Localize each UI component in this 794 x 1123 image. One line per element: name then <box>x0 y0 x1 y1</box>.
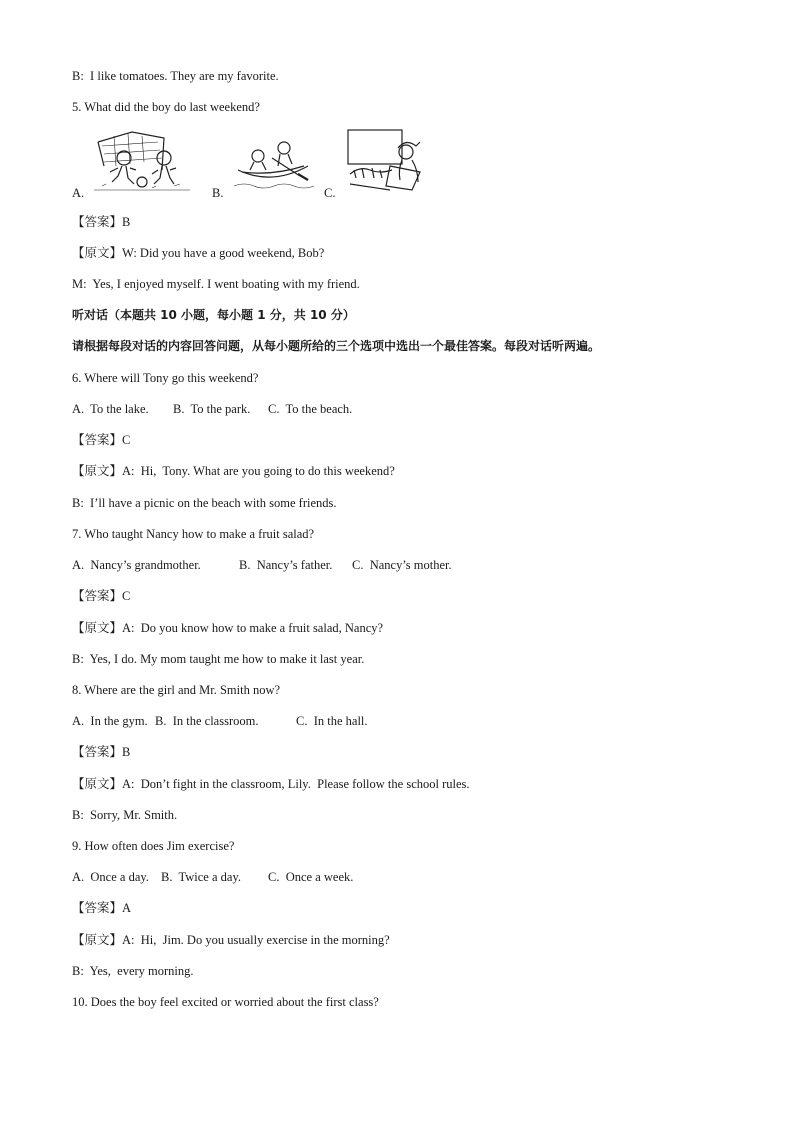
answer-6: 【答案】C <box>72 433 131 447</box>
question-9-options <box>72 869 472 885</box>
option-a: A. Nancy’s grandmother. <box>72 558 201 572</box>
transcript-7-line-1: 【原文】A: Do you know how to make a fruit salad, Nancy? <box>72 621 384 635</box>
picture-option-a-label: A. <box>72 186 85 200</box>
option-a: A. To the lake. <box>72 402 149 416</box>
transcript-5-line-1: 【原文】W: Did you have a good weekend, Bob? <box>72 246 325 260</box>
transcript-9-line-2: B: Yes, every morning. <box>72 964 194 978</box>
option-b: B. In the classroom. <box>155 714 259 728</box>
soccer-kids-picture <box>92 128 192 194</box>
picture-option-b-label: B. <box>212 186 224 200</box>
watching-tv-picture <box>344 126 430 196</box>
option-c: C. Once a week. <box>268 870 354 884</box>
transcript-6-line-1: 【原文】A: Hi, Tony. What are you going to do this weekend? <box>72 464 395 478</box>
boating-picture <box>232 136 316 192</box>
section-title: 听对话（本题共 10 小题，每小题 1 分，共 10 分） <box>72 308 355 322</box>
question-6: 6. Where will Tony go this weekend? <box>72 371 259 385</box>
option-a: A. In the gym. <box>72 714 148 728</box>
question-7: 7. Who taught Nancy how to make a fruit salad? <box>72 527 315 541</box>
option-c: C. In the hall. <box>296 714 368 728</box>
answer-9: 【答案】A <box>72 901 132 915</box>
option-b: B. Twice a day. <box>161 870 242 884</box>
transcript-5-line-2: M: Yes, I enjoyed myself. I went boating with my friend. <box>72 277 360 291</box>
section-instructions: 请根据每段对话的内容回答问题，从每小题所给的三个选项中选出一个最佳答案。每段对话听两遍。 <box>72 339 601 353</box>
answer-5: 【答案】B <box>72 215 131 229</box>
transcript-7-line-2: B: Yes, I do. My mom taught me how to make it last year. <box>72 652 365 666</box>
transcript-9-line-1: 【原文】A: Hi, Jim. Do you usually exercise in the morning? <box>72 933 390 947</box>
question-10: 10. Does the boy feel excited or worried about the first class? <box>72 995 379 1009</box>
option-b: B. Nancy’s father. <box>239 558 333 572</box>
dialogue-line: B: I like tomatoes. They are my favorite. <box>72 69 279 83</box>
answer-7: 【答案】C <box>72 589 131 603</box>
answer-8: 【答案】B <box>72 745 131 759</box>
question-8-options <box>72 713 472 729</box>
question-5: 5. What did the boy do last weekend? <box>72 100 260 114</box>
option-c: C. To the beach. <box>268 402 353 416</box>
transcript-6-line-2: B: I’ll have a picnic on the beach with some friends. <box>72 496 337 510</box>
question-8: 8. Where are the girl and Mr. Smith now? <box>72 683 281 697</box>
question-9: 9. How often does Jim exercise? <box>72 839 235 853</box>
question-6-options <box>72 401 472 417</box>
transcript-8-line-1: 【原文】A: Don’t fight in the classroom, Lily. Please follow the school rules. <box>72 777 470 791</box>
picture-option-c-label: C. <box>324 186 336 200</box>
option-a: A. Once a day. <box>72 870 149 884</box>
transcript-8-line-2: B: Sorry, Mr. Smith. <box>72 808 178 822</box>
option-b: B. To the park. <box>173 402 251 416</box>
option-c: C. Nancy’s mother. <box>352 558 452 572</box>
question-7-options <box>72 557 472 573</box>
